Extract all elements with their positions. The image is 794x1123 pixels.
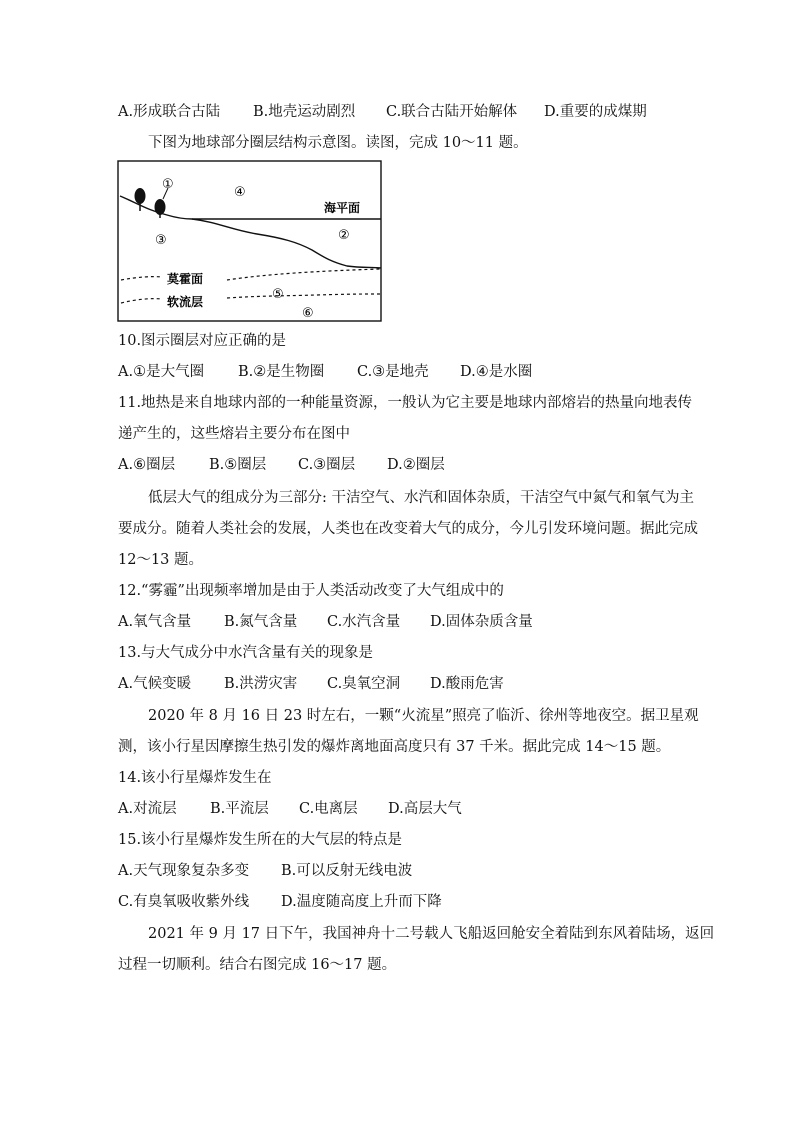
label-moho: 莫霍面 — [167, 272, 204, 286]
moho-line — [121, 277, 162, 280]
q11-option-b: B.⑤圈层 — [209, 457, 267, 473]
label-sea-level: 海平面 — [324, 201, 361, 215]
q11-stem-line2: 递产生的，这些熔岩主要分布在图中 — [118, 426, 350, 442]
q13-option-c: C.臭氧空洞 — [327, 676, 401, 692]
q12-option-d: D.固体杂质含量 — [430, 614, 533, 630]
q13-stem: 13.与大气成分中水汽含量有关的现象是 — [118, 645, 374, 661]
q15-option-c: C.有臭氧吸收紫外线 — [118, 894, 250, 910]
intro-16-17-line1: 2021 年 9 月 17 日下午，我国神舟十二号载人飞船返回舱安全着陆到东风着陆场，返回 — [148, 926, 715, 942]
q15-option-a: A.天气现象复杂多变 — [118, 863, 250, 879]
q9-option-c: C.联合古陆开始解体 — [386, 104, 518, 120]
q15-options-row2 — [118, 892, 442, 912]
q14-stem: 14.该小行星爆炸发生在 — [118, 770, 272, 786]
q9-option-d: D.重要的成煤期 — [544, 104, 647, 120]
q9-option-a: A.形成联合古陆 — [118, 104, 221, 120]
label-3: ③ — [155, 233, 167, 248]
label-6: ⑥ — [302, 306, 314, 321]
q10-option-d: D.④是水圈 — [460, 364, 533, 380]
intro-12-13-line3: 12～13 题。 — [118, 552, 204, 568]
label-asthenosphere: 软流层 — [167, 295, 204, 309]
q12-stem: 12.“雾霾”出现频率增加是由于人类活动改变了大气组成中的 — [118, 583, 504, 599]
intro-14-15-line1: 2020 年 8 月 16 日 23 时左右，一颗“火流星”照亮了临沂、徐州等地夜空。据卫星观 — [148, 708, 699, 724]
q15-options-row1 — [118, 861, 412, 881]
q9-option-b: B.地壳运动剧烈 — [253, 104, 356, 120]
label-2: ② — [338, 228, 350, 243]
q13-option-d: D.酸雨危害 — [430, 676, 504, 692]
q9-options — [118, 102, 647, 122]
label-5: ⑤ — [272, 287, 284, 302]
q10-options — [118, 362, 532, 382]
q11-option-d: D.②圈层 — [387, 457, 445, 473]
q12-option-a: A.氧气含量 — [118, 614, 192, 630]
q14-options — [118, 799, 462, 819]
q10-stem: 10.图示圈层对应正确的是 — [118, 333, 287, 349]
seabed-line — [192, 219, 381, 268]
earth-layers-figure — [117, 158, 383, 326]
q13-option-b: B.洪涝灾害 — [224, 676, 298, 692]
q10-option-a: A.①是大气圈 — [118, 364, 205, 380]
tree-icon-right — [155, 199, 166, 218]
q15-option-d: D.温度随高度上升而下降 — [281, 894, 442, 910]
q11-options — [118, 455, 445, 475]
q12-option-b: B.氮气含量 — [224, 614, 298, 630]
label-4: ④ — [234, 185, 246, 200]
q11-option-c: C.③圈层 — [298, 457, 356, 473]
asthenosphere-line-right — [227, 294, 381, 298]
asthenosphere-line — [121, 299, 162, 303]
label-1: ① — [162, 177, 174, 192]
q10-option-b: B.②是生物圈 — [238, 364, 325, 380]
q13-option-a: A.气候变暖 — [118, 676, 192, 692]
intro-12-13-line2: 要成分。随着人类社会的发展，人类也在改变着大气的成分，今儿引发环境问题。据此完成 — [118, 521, 698, 537]
q14-option-c: C.电离层 — [299, 801, 358, 817]
q10-option-c: C.③是地壳 — [357, 364, 429, 380]
q11-option-a: A.⑥圈层 — [118, 457, 176, 473]
q14-option-a: A.对流层 — [118, 801, 177, 817]
moho-line-right — [227, 269, 381, 280]
q13-options — [118, 674, 504, 694]
q14-option-b: B.平流层 — [210, 801, 269, 817]
q14-option-d: D.高层大气 — [388, 801, 462, 817]
q15-stem: 15.该小行星爆炸发生所在的大气层的特点是 — [118, 832, 403, 848]
intro-14-15-line2: 测，该小行星因摩擦生热引发的爆炸离地面高度只有 37 千米。据此完成 14～15 题。 — [118, 739, 671, 755]
intro-10-11: 下图为地球部分圈层结构示意图。读图，完成 10～11 题。 — [148, 135, 528, 151]
q15-option-b: B.可以反射无线电波 — [281, 863, 413, 879]
q12-option-c: C.水汽含量 — [327, 614, 401, 630]
q12-options — [118, 612, 533, 632]
q11-stem-line1: 11.地热是来自地球内部的一种能量资源，一般认为它主要是地球内部熔岩的热量向地表传 — [118, 395, 693, 411]
intro-12-13-line1: 低层大气的组成分为三部分: 干洁空气、水汽和固体杂质，干洁空气中氮气和氧气为主 — [148, 490, 694, 506]
intro-16-17-line2: 过程一切顺利。结合右图完成 16～17 题。 — [118, 957, 397, 973]
